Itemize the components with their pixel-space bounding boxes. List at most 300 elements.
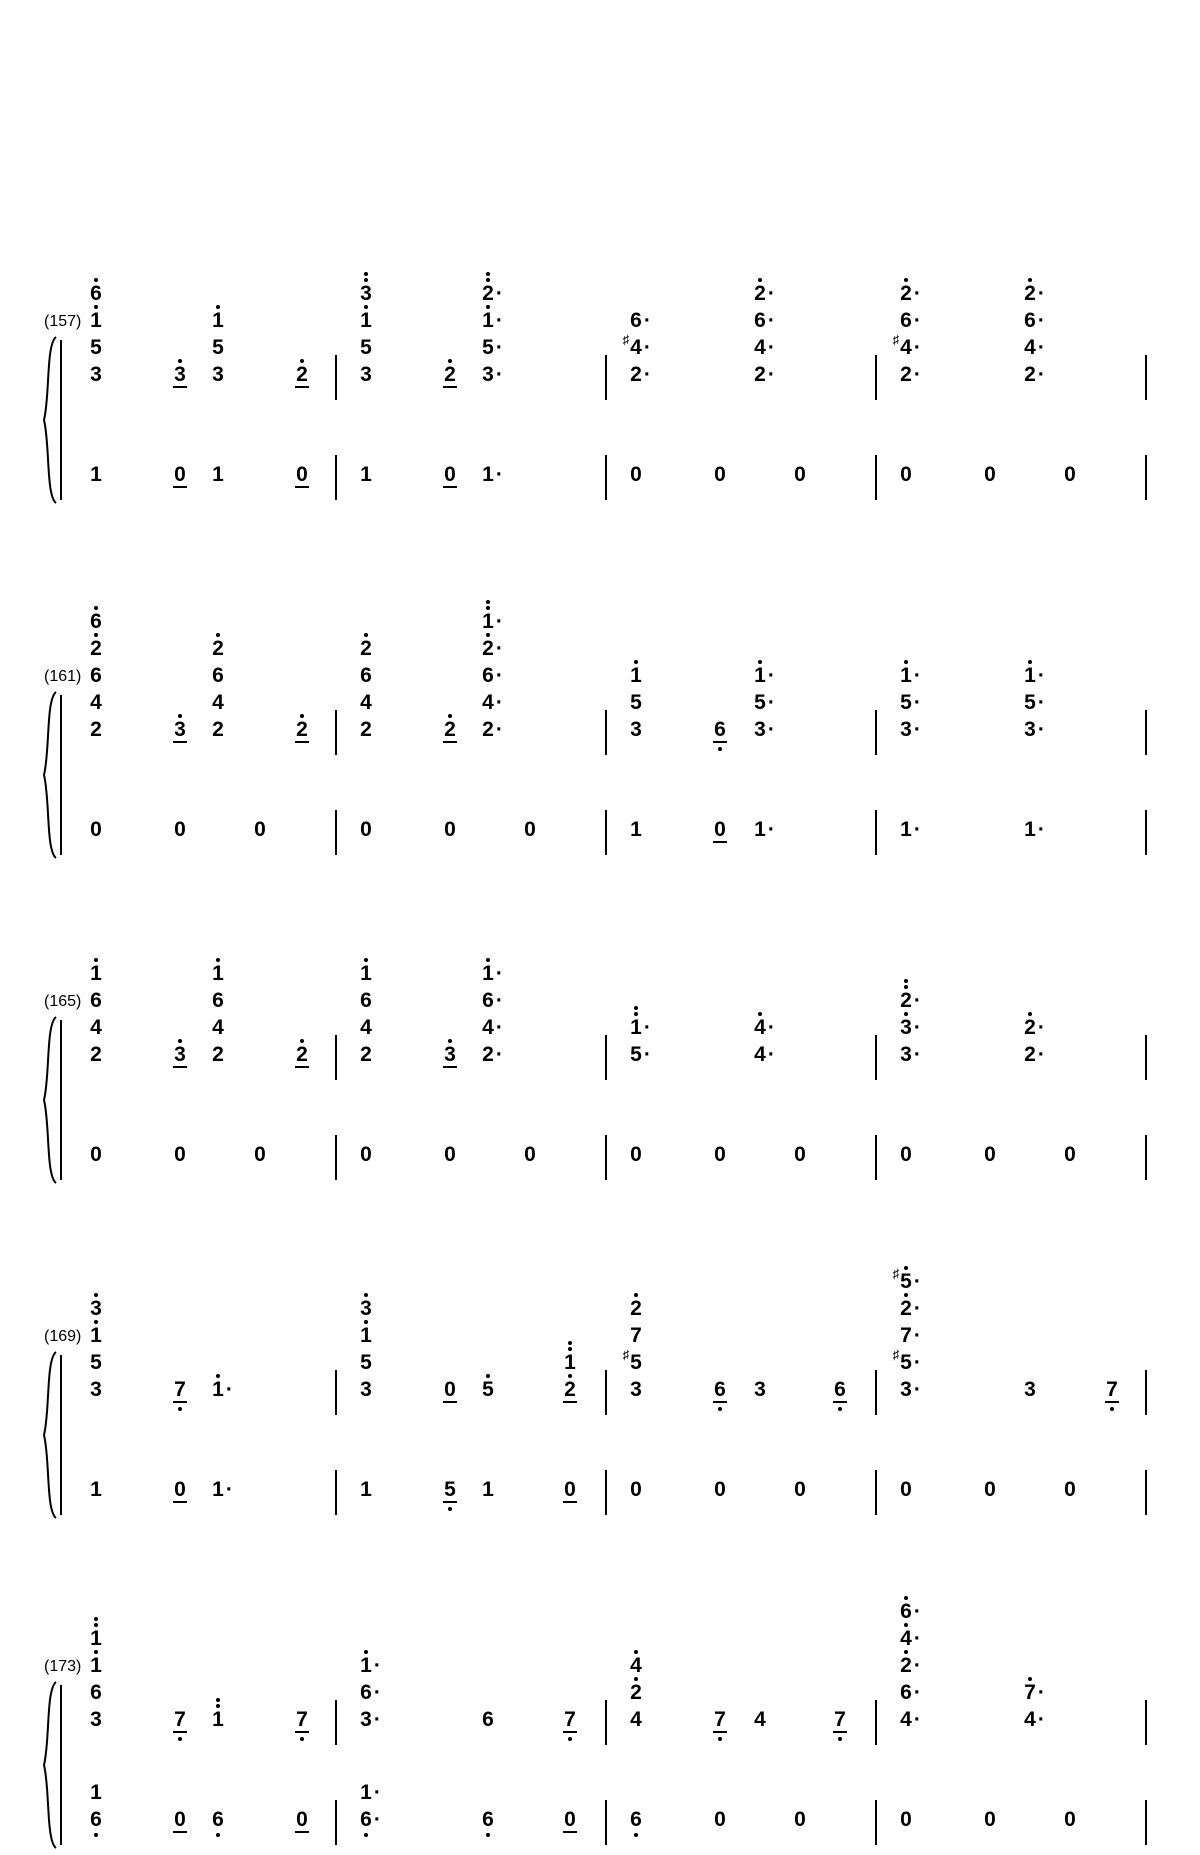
augmentation-dot: · <box>643 1016 651 1039</box>
augmentation-dot: · <box>913 1270 921 1293</box>
jianpu-note: 0 <box>174 463 186 486</box>
jianpu-note: 3 · <box>754 718 775 741</box>
jianpu-note: 7 <box>167 1709 193 1730</box>
jianpu-note: 5 <box>437 1479 463 1500</box>
augmentation-dot: · <box>1037 691 1045 714</box>
octave-up-dot <box>94 278 98 282</box>
augmentation-dot: · <box>1037 1708 1045 1731</box>
jianpu-note: 3 · <box>900 718 921 741</box>
jianpu-note: 7 · <box>1017 1682 1043 1703</box>
octave-up-dot <box>486 1374 490 1378</box>
barline <box>875 1470 877 1515</box>
jianpu-note: 0 <box>524 818 536 841</box>
octave-up-dot <box>94 633 98 637</box>
augmentation-dot: · <box>495 363 503 386</box>
octave-up-dot <box>1028 660 1032 664</box>
augmentation-dot: · <box>225 1378 233 1401</box>
barline <box>875 355 877 400</box>
octave-up-dot <box>94 1617 98 1621</box>
jianpu-note: 6 <box>482 1708 494 1731</box>
jianpu-note: 0 <box>174 1808 186 1831</box>
barline <box>875 1700 877 1745</box>
jianpu-note: 3 <box>437 1044 463 1065</box>
octave-up-dot <box>904 979 908 983</box>
octave-up-dot <box>364 272 368 276</box>
score-system <box>0 180 1200 510</box>
augmentation-dot: · <box>643 336 651 359</box>
jianpu-note: 0 <box>90 1143 102 1166</box>
jianpu-note: 2 · <box>747 283 773 304</box>
duration-underline <box>713 841 727 843</box>
jianpu-note: 3 · <box>893 1017 919 1038</box>
jianpu-note: 2 <box>623 1298 649 1319</box>
jianpu-note: 1 <box>482 1478 494 1501</box>
jianpu-note: 0 <box>984 1478 996 1501</box>
octave-down-dot <box>486 1833 490 1837</box>
barline <box>605 1035 607 1080</box>
duration-underline <box>173 741 187 743</box>
jianpu-note: 2 · <box>475 638 501 659</box>
duration-underline <box>833 1731 847 1733</box>
jianpu-note: 1 <box>205 963 231 984</box>
measure-number: (169) <box>44 1328 82 1345</box>
barline <box>875 710 877 755</box>
jianpu-note: 0 <box>794 463 806 486</box>
jianpu-note: 0 <box>1064 1143 1076 1166</box>
jianpu-note: 4 · <box>754 336 775 359</box>
jianpu-note: 6 · <box>754 309 775 332</box>
brace-icon <box>40 335 60 505</box>
measure-number: (157) <box>44 313 82 330</box>
jianpu-note: 1 <box>83 963 109 984</box>
jianpu-note: 1 <box>623 665 649 686</box>
duration-underline <box>295 741 309 743</box>
jianpu-note: 1 · <box>482 463 503 486</box>
augmentation-dot: · <box>913 664 921 687</box>
jianpu-note: 0 <box>900 1808 912 1831</box>
augmentation-dot: · <box>495 637 503 660</box>
octave-up-dot <box>94 1650 98 1654</box>
jianpu-note: 6 · <box>482 664 503 687</box>
jianpu-note: 5 · <box>1024 691 1045 714</box>
jianpu-note: 4 <box>90 1016 102 1039</box>
jianpu-note: 0 <box>360 818 372 841</box>
barline <box>605 1135 607 1180</box>
octave-up-dot <box>364 1650 368 1654</box>
octave-down-dot <box>178 1737 182 1741</box>
octave-up-dot <box>904 1266 908 1270</box>
jianpu-note: 4 <box>360 1016 372 1039</box>
octave-down-dot <box>1110 1407 1114 1411</box>
duration-underline <box>713 1731 727 1733</box>
system-line <box>60 695 62 855</box>
jianpu-note: 6 · <box>893 1601 919 1622</box>
octave-up-dot <box>178 1039 182 1043</box>
jianpu-note: 2 · <box>475 283 501 304</box>
jianpu-note: 1 <box>630 818 642 841</box>
jianpu-note: 0 <box>174 818 186 841</box>
barline <box>605 1700 607 1745</box>
augmentation-dot: · <box>767 718 775 741</box>
jianpu-note: 4 <box>623 1655 649 1676</box>
jianpu-note: 0 <box>254 818 266 841</box>
barline <box>335 1135 337 1180</box>
jianpu-note: 3 <box>90 1708 102 1731</box>
jianpu-note: 7 <box>630 1324 642 1347</box>
jianpu-note: 2 · <box>630 363 651 386</box>
barline <box>605 455 607 500</box>
jianpu-note: 0 <box>900 1143 912 1166</box>
jianpu-note: 1 <box>353 1325 379 1346</box>
augmentation-dot: · <box>913 1351 921 1374</box>
score-system <box>0 1525 1200 1855</box>
jianpu-note: 5 · <box>482 336 503 359</box>
jianpu-note: 1 · <box>353 1655 379 1676</box>
barline <box>875 810 877 855</box>
jianpu-note: 0 <box>714 1143 726 1166</box>
jianpu-note: 3 <box>360 363 372 386</box>
jianpu-note: 3 · <box>900 1043 921 1066</box>
jianpu-note: 6 <box>212 989 224 1012</box>
system-line <box>60 340 62 500</box>
augmentation-dot: · <box>1037 818 1045 841</box>
barline <box>335 1470 337 1515</box>
octave-down-dot <box>94 1833 98 1837</box>
jianpu-note: 1 <box>83 1325 109 1346</box>
duration-underline <box>563 1401 577 1403</box>
jianpu-note: 2 · <box>1024 363 1045 386</box>
augmentation-dot: · <box>495 336 503 359</box>
barline <box>605 1800 607 1845</box>
jianpu-note: 0 <box>564 1808 576 1831</box>
jianpu-note: 5 <box>360 1351 372 1374</box>
jianpu-note: 3 <box>630 1378 642 1401</box>
octave-up-dot <box>904 660 908 664</box>
octave-up-dot <box>758 278 762 282</box>
barline <box>605 1370 607 1415</box>
octave-up-dot <box>486 278 490 282</box>
barline <box>605 355 607 400</box>
octave-down-dot <box>718 747 722 751</box>
augmentation-dot: · <box>1037 664 1045 687</box>
augmentation-dot: · <box>913 1681 921 1704</box>
jianpu-note: 5 <box>475 1379 501 1400</box>
octave-up-dot <box>758 1012 762 1016</box>
sharp-sign: ♯ <box>622 332 630 347</box>
jianpu-note: 1 <box>353 310 379 331</box>
barline <box>875 455 877 500</box>
augmentation-dot: · <box>373 1808 381 1831</box>
jianpu-note: 3 <box>353 283 379 304</box>
octave-up-dot <box>634 1012 638 1016</box>
jianpu-note: 5 · <box>630 1043 651 1066</box>
barline <box>335 1370 337 1415</box>
augmentation-dot: · <box>373 1781 381 1804</box>
jianpu-note: 1 <box>353 963 379 984</box>
jianpu-note: 2 <box>90 718 102 741</box>
jianpu-note: 0 <box>1064 463 1076 486</box>
jianpu-note: 4 · <box>893 1628 919 1649</box>
octave-up-dot <box>94 958 98 962</box>
jianpu-note: 2 <box>557 1379 583 1400</box>
octave-up-dot <box>486 305 490 309</box>
jianpu-note: 6 <box>90 664 102 687</box>
jianpu-note: 2 · <box>893 1298 919 1319</box>
jianpu-note: 2 <box>437 364 463 385</box>
augmentation-dot: · <box>767 1016 775 1039</box>
jianpu-note: 5 ♯ <box>623 1352 649 1373</box>
jianpu-note: 0 <box>794 1143 806 1166</box>
jianpu-note: 1 <box>212 463 224 486</box>
jianpu-note: 3 <box>360 1378 372 1401</box>
jianpu-note: 6 · <box>1024 309 1045 332</box>
octave-down-dot <box>216 1833 220 1837</box>
augmentation-dot: · <box>913 1627 921 1650</box>
barline <box>335 810 337 855</box>
jianpu-note: 1 · <box>900 818 921 841</box>
jianpu-note: 1 · <box>1024 818 1045 841</box>
octave-down-dot <box>178 1407 182 1411</box>
octave-up-dot <box>634 1006 638 1010</box>
jianpu-note: 0 <box>296 463 308 486</box>
augmentation-dot: · <box>495 463 503 486</box>
jianpu-note: 4 · <box>482 691 503 714</box>
octave-up-dot <box>758 660 762 664</box>
octave-up-dot <box>904 1650 908 1654</box>
duration-underline <box>1105 1401 1119 1403</box>
augmentation-dot: · <box>913 309 921 332</box>
jianpu-note: 6 <box>83 1809 109 1830</box>
measure-number: (161) <box>44 668 82 685</box>
duration-underline <box>173 1066 187 1068</box>
duration-underline <box>173 486 187 488</box>
duration-underline <box>295 1066 309 1068</box>
augmentation-dot: · <box>495 962 503 985</box>
augmentation-dot: · <box>913 1043 921 1066</box>
octave-up-dot <box>300 1039 304 1043</box>
measure-number: (173) <box>44 1658 82 1675</box>
jianpu-note: 0 <box>444 1378 456 1401</box>
jianpu-note: 5 <box>90 336 102 359</box>
octave-up-dot <box>364 958 368 962</box>
jianpu-note: 3 <box>167 719 193 740</box>
system-line <box>60 1685 62 1845</box>
jianpu-note: 4 · <box>747 1017 773 1038</box>
jianpu-note: 6 <box>90 1681 102 1704</box>
jianpu-note: 1 · <box>893 665 919 686</box>
octave-up-dot <box>216 1704 220 1708</box>
duration-underline <box>833 1401 847 1403</box>
barline <box>875 1035 877 1080</box>
barline <box>1145 1800 1147 1845</box>
octave-up-dot <box>486 600 490 604</box>
jianpu-note: 0 <box>444 818 456 841</box>
jianpu-note: 2 <box>360 718 372 741</box>
jianpu-note: 5 <box>212 336 224 359</box>
jianpu-note: 3 <box>630 718 642 741</box>
jianpu-note: 6 <box>83 611 109 632</box>
jianpu-note: 4 <box>754 1708 766 1731</box>
jianpu-note: 1 · <box>1017 665 1043 686</box>
jianpu-note: 3 <box>212 363 224 386</box>
duration-underline <box>443 1501 457 1503</box>
jianpu-note: 7 <box>557 1709 583 1730</box>
duration-underline <box>713 741 727 743</box>
augmentation-dot: · <box>913 282 921 305</box>
octave-down-dot <box>448 1507 452 1511</box>
brace-icon <box>40 1680 60 1850</box>
jianpu-note: 6 · <box>900 309 921 332</box>
augmentation-dot: · <box>913 1378 921 1401</box>
jianpu-note: 1 · <box>475 310 501 331</box>
jianpu-note: 3 <box>167 1044 193 1065</box>
jianpu-note: 0 <box>1064 1808 1076 1831</box>
octave-up-dot <box>486 272 490 276</box>
jianpu-note: 6 <box>623 1809 649 1830</box>
jianpu-note: 1 <box>557 1352 583 1373</box>
jianpu-note: 3 · <box>900 1378 921 1401</box>
octave-up-dot <box>216 633 220 637</box>
barline <box>875 1135 877 1180</box>
barline <box>335 1800 337 1845</box>
jianpu-note: 6 <box>707 1379 733 1400</box>
barline <box>1145 810 1147 855</box>
augmentation-dot: · <box>1037 336 1045 359</box>
octave-up-dot <box>904 1293 908 1297</box>
augmentation-dot: · <box>767 336 775 359</box>
barline <box>1145 1135 1147 1180</box>
octave-up-dot <box>216 958 220 962</box>
duration-underline <box>713 1401 727 1403</box>
octave-up-dot <box>300 714 304 718</box>
sharp-sign: ♯ <box>892 1266 900 1281</box>
jianpu-note: 4 <box>90 691 102 714</box>
barline <box>335 710 337 755</box>
duration-underline <box>295 486 309 488</box>
measure-number: (165) <box>44 993 82 1010</box>
augmentation-dot: · <box>373 1708 381 1731</box>
sharp-sign: ♯ <box>892 1347 900 1362</box>
jianpu-note: 4 <box>212 691 224 714</box>
octave-up-dot <box>216 305 220 309</box>
jianpu-note: 5 <box>630 691 642 714</box>
octave-up-dot <box>364 633 368 637</box>
jianpu-note: 0 <box>900 463 912 486</box>
octave-up-dot <box>634 1293 638 1297</box>
barline <box>875 1800 877 1845</box>
jianpu-note: 1 <box>205 310 231 331</box>
augmentation-dot: · <box>495 989 503 1012</box>
jianpu-note: 3 · <box>1024 718 1045 741</box>
jianpu-note: 2 · <box>1024 1043 1045 1066</box>
jianpu-note: 4 ♯ · <box>623 337 649 358</box>
octave-up-dot <box>634 660 638 664</box>
octave-up-dot <box>486 958 490 962</box>
jianpu-note: 4 · <box>482 1016 503 1039</box>
jianpu-note: 6 <box>360 664 372 687</box>
augmentation-dot: · <box>495 282 503 305</box>
octave-up-dot <box>448 714 452 718</box>
jianpu-note: 7 <box>289 1709 315 1730</box>
duration-underline <box>563 1831 577 1833</box>
jianpu-note: 0 <box>714 1808 726 1831</box>
augmentation-dot: · <box>373 1654 381 1677</box>
jianpu-note: 4 · <box>1024 336 1045 359</box>
barline <box>1145 1035 1147 1080</box>
augmentation-dot: · <box>495 664 503 687</box>
jianpu-note: 6 <box>90 989 102 1012</box>
jianpu-note: 6 · <box>360 1681 381 1704</box>
jianpu-note: 3 <box>83 1298 109 1319</box>
jianpu-note: 6 <box>212 664 224 687</box>
octave-up-dot <box>364 1293 368 1297</box>
octave-up-dot <box>364 305 368 309</box>
duration-underline <box>173 386 187 388</box>
score-system <box>0 535 1200 865</box>
jianpu-note: 1 <box>83 1628 109 1649</box>
barline <box>605 810 607 855</box>
octave-up-dot <box>904 278 908 282</box>
octave-up-dot <box>94 1623 98 1627</box>
jianpu-note: 0 <box>794 1808 806 1831</box>
augmentation-dot: · <box>1037 1043 1045 1066</box>
jianpu-note: 2 · <box>893 990 919 1011</box>
jianpu-note: 1 <box>83 1655 109 1676</box>
barline <box>605 710 607 755</box>
jianpu-note: 5 · <box>900 691 921 714</box>
jianpu-note: 3 <box>1024 1378 1036 1401</box>
jianpu-note: 6 <box>205 1809 231 1830</box>
jianpu-note: 2 <box>83 638 109 659</box>
barline <box>1145 710 1147 755</box>
augmentation-dot: · <box>913 1297 921 1320</box>
jianpu-note: 5 <box>360 336 372 359</box>
jianpu-note: 1 · <box>475 611 501 632</box>
augmentation-dot: · <box>913 718 921 741</box>
octave-up-dot <box>300 359 304 363</box>
jianpu-note: 1 <box>205 1709 231 1730</box>
duration-underline <box>443 1401 457 1403</box>
octave-up-dot <box>568 1374 572 1378</box>
augmentation-dot: · <box>1037 718 1045 741</box>
octave-up-dot <box>94 1293 98 1297</box>
octave-up-dot <box>904 1012 908 1016</box>
jianpu-note: 0 <box>984 1808 996 1831</box>
jianpu-note: 1 · <box>205 1379 231 1400</box>
duration-underline <box>295 1731 309 1733</box>
jianpu-note: 4 <box>630 1708 642 1731</box>
augmentation-dot: · <box>913 336 921 359</box>
brace-icon <box>40 690 60 860</box>
duration-underline <box>173 1501 187 1503</box>
octave-up-dot <box>568 1341 572 1345</box>
jianpu-note: 3 <box>90 1378 102 1401</box>
jianpu-note: 5 ♯ · <box>893 1352 919 1373</box>
augmentation-dot: · <box>495 691 503 714</box>
jianpu-note: 7 <box>167 1379 193 1400</box>
octave-down-dot <box>300 1737 304 1741</box>
augmentation-dot: · <box>913 1654 921 1677</box>
jianpu-note: 2 <box>360 1043 372 1066</box>
jianpu-note: 1 · <box>475 963 501 984</box>
octave-up-dot <box>94 1320 98 1324</box>
augmentation-dot: · <box>913 818 921 841</box>
octave-up-dot <box>904 1596 908 1600</box>
jianpu-note: 4 <box>360 691 372 714</box>
jianpu-note: 0 <box>296 1808 308 1831</box>
barline <box>1145 355 1147 400</box>
jianpu-note: 4 · <box>754 1043 775 1066</box>
